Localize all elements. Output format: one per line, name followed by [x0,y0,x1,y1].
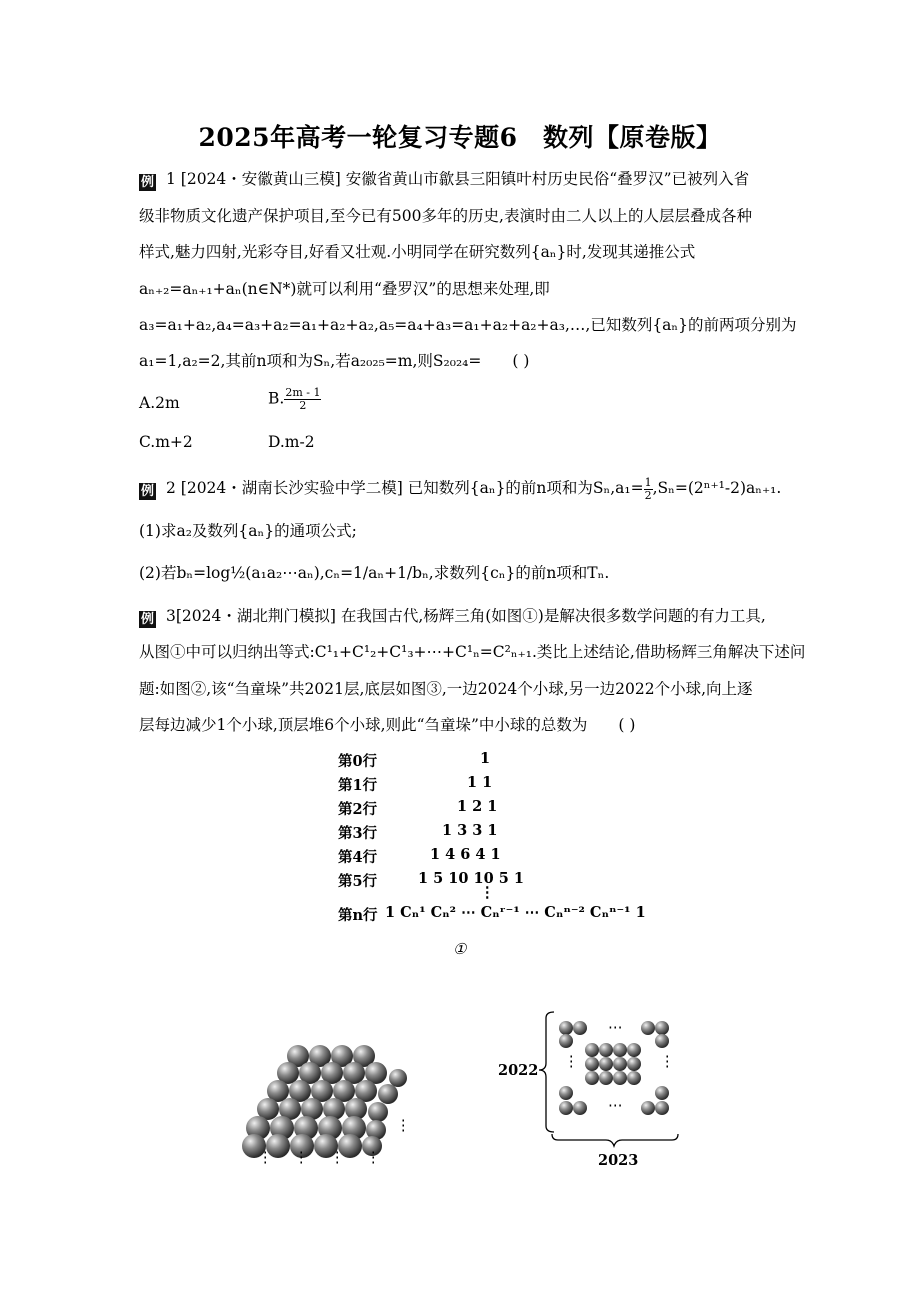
triangle-row: 1 5 10 10 5 1 [418,870,524,887]
figure-2-vdots: ⋮ [396,1118,411,1134]
ex2-fraction [644,477,653,502]
ex2-text-suffix: ,Sₙ=(2ⁿ⁺¹-2)aₙ₊₁. [652,479,782,497]
triangle-row-label: 第0行 [338,753,378,770]
figure-2-vdots: ⋮ [258,1150,273,1166]
left-brace-icon [539,1012,554,1132]
figure-3-ellipsis: ⋯ [608,1020,623,1036]
triangle-row: 1 2 1 [457,798,498,815]
figure-3-vdots: ⋮ [564,1054,579,1070]
ex1-line-2: 级非物质文化遗产保护项目,至今已有500多年的历史,表演时由二人以上的人层层叠成各种 [139,207,752,225]
ex2-line-1 [139,476,781,502]
triangle-row: 1 1 [467,774,493,791]
triangle-row-label: 第3行 [338,825,378,842]
figure-2-vdots: ⋮ [330,1150,345,1166]
figure-3-bottom-label: 2023 [598,1152,639,1169]
option-b [268,387,321,412]
option-d: D.m-2 [268,433,315,451]
ex3-line-3: 题:如图②,该“刍童垛”共2021层,底层如图③,一边2024个小球,另一边2022个小球,向上逐 [139,680,753,698]
ex3-line-2: 从图①中可以归纳出等式:C¹₁+C¹₂+C¹₃+⋯+C¹ₙ=C²ₙ₊₁.类比上述结论,借助杨辉三角解决下述问 [139,643,806,661]
triangle-row-label: 第n行 [338,907,378,924]
ex1-line-1 [139,167,749,191]
triangle-row-label: 第4行 [338,849,378,866]
ex1-text-1: 1 [2024・安徽黄山三模] 安徽省黄山市歙县三阳镇叶村历史民俗“叠罗汉”已被列入省 [166,170,750,188]
ex2-question-2: (2)若bₙ=log½(a₁a₂⋯aₙ),cₙ=1/aₙ+1/bₙ,求数列{cₙ}的前n项和Tₙ. [139,564,610,582]
figure-1-caption: ① [453,940,467,958]
example-badge: 例 [140,484,154,499]
triangle-dots: ⋮ [480,884,495,901]
ex3-text-1: 3[2024・湖北荆门模拟] 在我国古代,杨辉三角(如图①)是解决很多数学问题的有力工具, [166,607,766,625]
example-badge: 例 [140,175,154,190]
triangle-row-label: 第1行 [338,777,378,794]
ex1-line-3: 样式,魅力四射,光彩夺目,好看又壮观.小明同学在研究数列{aₙ}时,发现其递推公式 [139,243,696,261]
ex1-line-6: a₁=1,a₂=2,其前n项和为Sₙ,若a₂₀₂₅=m,则S₂₀₂₄= ( ) [139,352,530,370]
page-title: 2025年高考一轮复习专题6 数列【原卷版】 [198,123,722,152]
option-c: C.m+2 [139,433,193,451]
triangle-row: 1 3 3 1 [442,822,498,839]
example-badge: 例 [140,612,154,627]
ex1-line-4: aₙ₊₂=aₙ₊₁+aₙ(n∈N*)就可以利用“叠罗汉”的思想来处理,即 [139,280,550,298]
option-a: A.2m [139,394,180,412]
ex2-question-1: (1)求a₂及数列{aₙ}的通项公式; [139,522,357,540]
triangle-row-label: 第5行 [338,873,378,890]
ex3-line-1 [139,604,766,628]
ex3-line-4: 层每边减少1个小球,顶层堆6个小球,则此“刍童垛”中小球的总数为 ( ) [139,716,636,734]
figure-3-vdots: ⋮ [660,1054,675,1070]
option-b-denominator: 2 [299,399,307,412]
triangle-row-label: 第2行 [338,801,378,818]
ex2-text-prefix: 2 [2024・湖南长沙实验中学二模] 已知数列{aₙ}的前n项和为Sₙ,a₁= [166,479,644,497]
ex2-denominator: 2 [644,488,652,502]
figure-2-vdots: ⋮ [366,1150,381,1166]
option-b-numerator: 2m - 1 [285,386,321,399]
figure-2-vdots: ⋮ [294,1150,309,1166]
triangle-last-row: 1 Cₙ¹ Cₙ² ⋯ Cₙʳ⁻¹ ⋯ Cₙⁿ⁻² Cₙⁿ⁻¹ 1 [385,904,646,921]
figure-3-ellipsis: ⋯ [608,1098,623,1114]
bottom-brace-icon [552,1134,678,1146]
triangle-row: 1 [480,750,491,767]
triangle-row: 1 4 6 4 1 [430,846,501,863]
figure-3-left-label: 2022 [498,1062,539,1079]
option-b-prefix: B. [268,389,285,408]
ex2-numerator: 1 [644,475,652,489]
option-b-fraction [284,387,321,412]
ex1-line-5: a₃=a₁+a₂,a₄=a₃+a₂=a₁+a₂+a₂,a₅=a₄+a₃=a₁+a₂+a₂+a₃,…,已知数列{aₙ}的前两项分别为 [139,316,797,334]
sphere-layer [242,1045,407,1158]
